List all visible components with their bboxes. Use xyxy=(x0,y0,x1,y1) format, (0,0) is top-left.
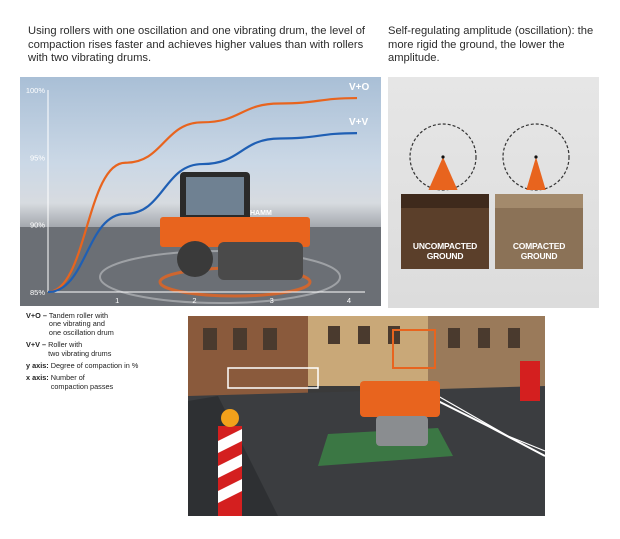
compacted-label-line2: GROUND xyxy=(520,251,558,261)
warning-stripes xyxy=(218,429,242,503)
right-caption: Self-regulating amplitude (oscillation): the more rigid the ground, the lower the amplitude. xyxy=(388,25,594,64)
series-label: V+V xyxy=(349,117,369,129)
legend-key: y axis: xyxy=(26,361,49,371)
x-tick-label: 4 xyxy=(346,296,352,305)
compacted-drum-center xyxy=(534,155,537,158)
warning-lamp xyxy=(221,409,239,427)
legend-row-x-axis xyxy=(26,374,186,391)
amplitude-panel xyxy=(388,77,599,308)
uncompacted-drum-center xyxy=(441,155,444,158)
compacted-amplitude-cone xyxy=(526,157,546,190)
legend-text: Tandem roller with one vibrating and one oscillation drum xyxy=(48,311,114,337)
series-label: V+O xyxy=(349,82,370,94)
front-drum xyxy=(177,241,213,277)
street-scene-photo xyxy=(188,316,545,516)
street-scene xyxy=(188,316,545,516)
legend-key: x axis: xyxy=(26,373,49,383)
x-tick-label: 1 xyxy=(115,296,120,305)
street-roller-drum xyxy=(376,416,428,446)
uncompacted-label-line2: GROUND xyxy=(426,251,464,261)
y-tick-label: 90% xyxy=(29,220,45,230)
legend-key: V+V – xyxy=(26,340,47,350)
roller-brand: HAMM xyxy=(250,210,272,217)
compaction-chart-panel xyxy=(20,77,381,306)
compacted-ground-topsoil xyxy=(495,194,583,208)
roller-illustration xyxy=(160,172,310,280)
left-caption: Using rollers with one oscillation and one vibrating drum, the level of compaction rises faster and achieves higher values than with rollers with two vibrating drums. xyxy=(28,25,366,64)
y-tick-label: 100% xyxy=(25,86,45,95)
roller-cab-window xyxy=(186,177,244,215)
legend-row-vv xyxy=(26,341,186,358)
rear-drum xyxy=(218,242,303,280)
legend-row-y-axis xyxy=(26,362,186,370)
legend-text: Roller with two vibrating drums xyxy=(48,340,112,358)
y-tick-label: 85% xyxy=(29,288,45,297)
uncompacted-ground-topsoil xyxy=(401,194,489,208)
legend-row-vo xyxy=(26,312,186,337)
uncompacted-amplitude-cone xyxy=(428,157,457,190)
amplitude-diagram xyxy=(388,77,599,308)
compaction-chart xyxy=(20,77,381,306)
legend-text: Number of compaction passes xyxy=(50,373,114,391)
legend-text: Degree of compaction in % xyxy=(50,361,139,371)
legend-key: V+O – xyxy=(26,311,47,320)
compacted-label-line1: COMPACTED xyxy=(512,241,566,251)
street-roller-body xyxy=(360,381,440,417)
x-tick-label: 2 xyxy=(192,296,197,305)
y-tick-label: 95% xyxy=(29,153,45,163)
x-tick-label: 3 xyxy=(269,296,274,305)
right-barrier xyxy=(520,361,540,401)
uncompacted-label-line1: UNCOMPACTED xyxy=(412,241,478,251)
chart-legend xyxy=(26,312,186,395)
